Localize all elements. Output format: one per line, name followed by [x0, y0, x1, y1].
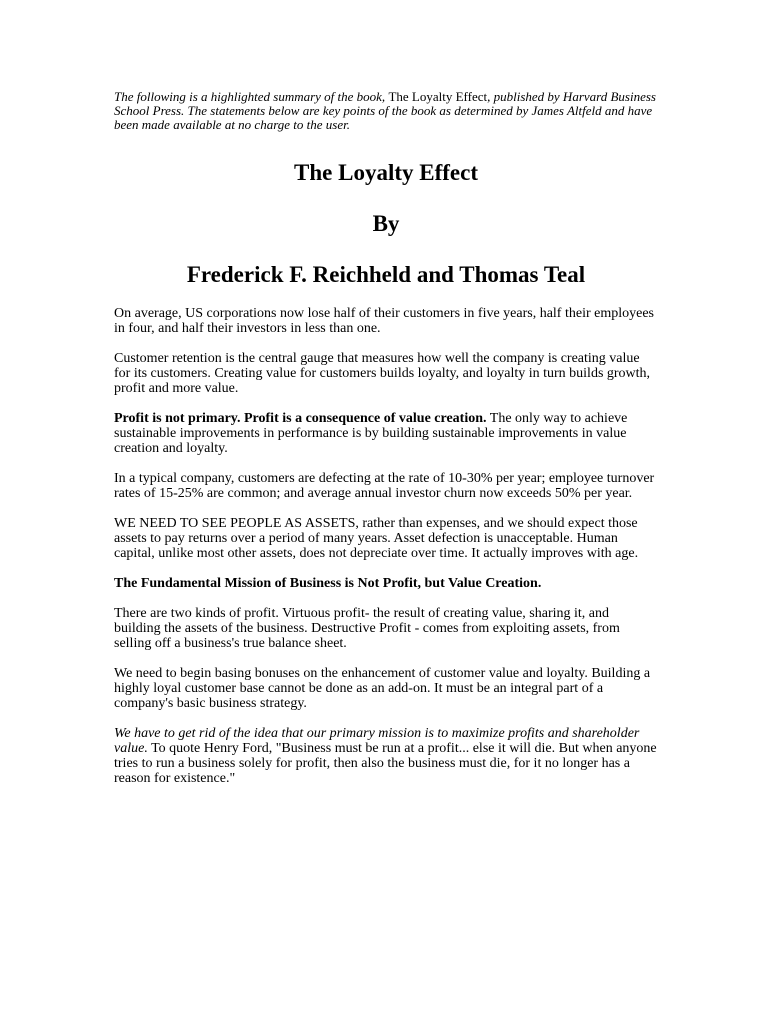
- paragraph-3: [114, 411, 658, 456]
- paragraph-9: [114, 726, 658, 786]
- paragraph-4: In a typical company, customers are defecting at the rate of 10-30% per year; employee turnover rates of 15-25% are common; and average annual investor churn now exceeds 50% per year.: [114, 471, 655, 501]
- paragraph-2: Customer retention is the central gauge that measures how well the company is creating value for its customers. Creating value for customers builds loyalty, and loyalty in turn builds growth, profit and more value.: [114, 351, 651, 396]
- paragraph-7: There are two kinds of profit. Virtuous profit- the result of creating value, sharing it, and building the assets of the business. Destructive Profit - comes from exploiting assets, from selling off a business's true balance sheet.: [114, 606, 620, 651]
- byline-label: By: [372, 211, 400, 236]
- authors-heading: Frederick F. Reichheld and Thomas Teal: [186, 262, 586, 287]
- paragraph-9-italic: We have to get rid of the idea that our primary mission is to maximize profits and shareholder value.: [114, 726, 640, 756]
- paragraph-9-text: To quote Henry Ford, "Business must be run at a profit... else it will die. But when anyone tries to run a business solely for profit, then also the business must die, for it no longer has a reason for existence.": [114, 741, 657, 786]
- paragraph-5: WE NEED TO SEE PEOPLE AS ASSETS, rather than expenses, and we should expect those assets to pay returns over a period of many years. Asset defection is unacceptable. Human capital, unlike most other assets, does not depreciate over time. It actually improves with age.: [114, 516, 639, 561]
- paragraph-3-bold: Profit is not primary. Profit is a consequence of value creation.: [114, 411, 487, 426]
- paragraph-8: We need to begin basing bonuses on the enhancement of customer value and loyalty. Building a highly loyal customer base cannot be done as an add-on. It must be an integral part of a company's basic business strategy.: [114, 666, 651, 711]
- paragraph-3-text: The only way to achieve sustainable improvements in performance is by building sustainable improvements in value creation and loyalty.: [114, 411, 628, 456]
- paragraph-1: On average, US corporations now lose half of their customers in five years, half their employees in four, and half their investors in less than one.: [114, 306, 654, 336]
- paragraph-6-bold: The Fundamental Mission of Business is Not Profit, but Value Creation.: [114, 576, 542, 591]
- intro-text-1: The following is a highlighted summary of the book,: [114, 89, 389, 104]
- intro-text-2: , published by Harvard Business School Press. The statements below are key points of the book as determined by James Altfeld and have been made available at no charge to the user.: [114, 89, 656, 132]
- paragraph-6: [114, 576, 658, 591]
- intro-book-title: The Loyalty Effect: [388, 89, 488, 104]
- document-title: The Loyalty Effect: [294, 160, 478, 185]
- intro-note: [114, 90, 658, 132]
